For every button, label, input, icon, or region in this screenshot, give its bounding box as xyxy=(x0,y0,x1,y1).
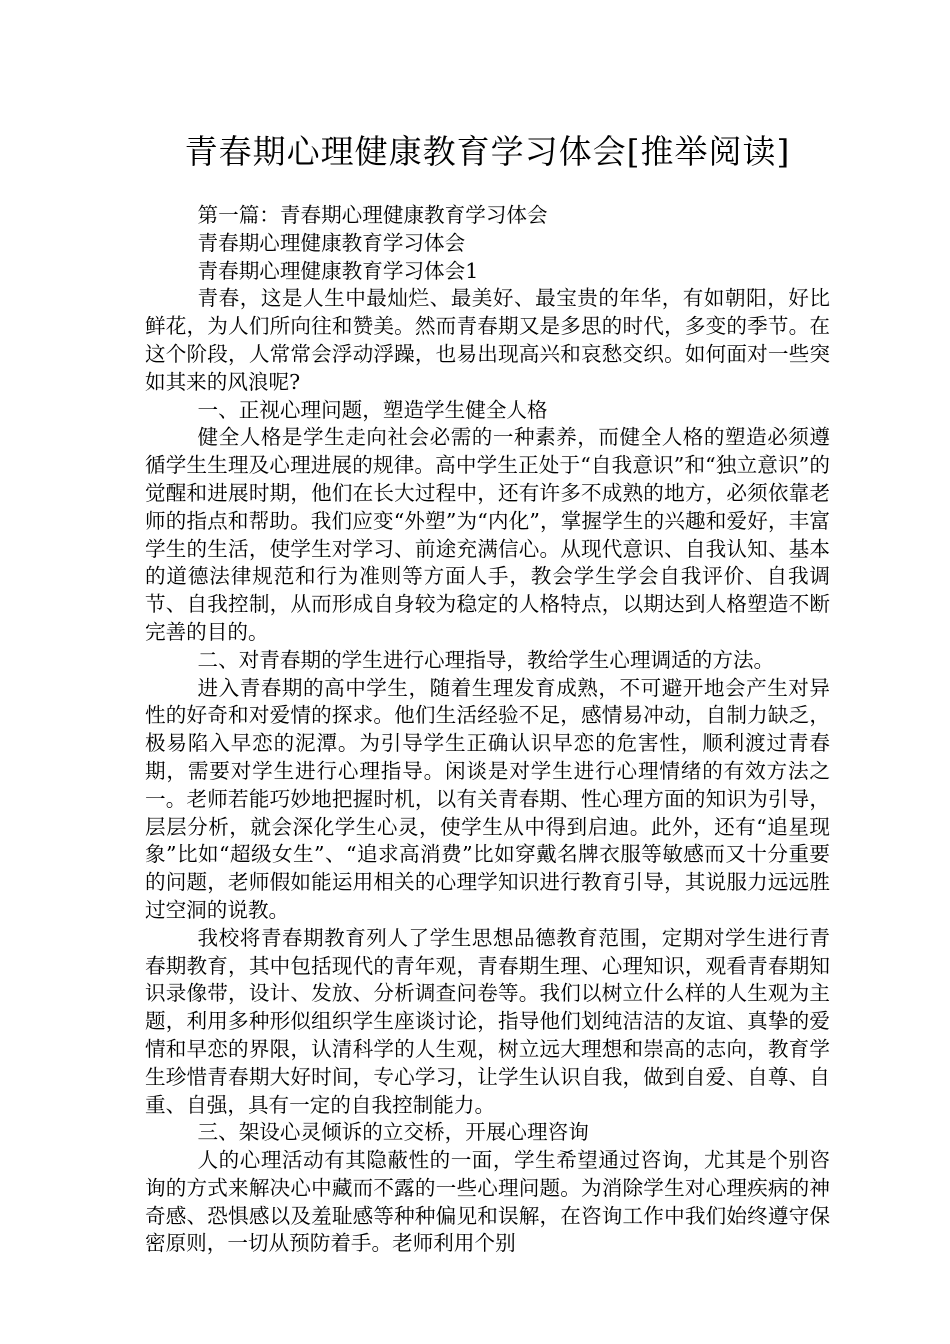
document-body xyxy=(145,202,830,1258)
paragraph-subtitle-numbered: 青春期心理健康教育学习体会1 xyxy=(197,258,479,283)
section-heading-3: 三、架设心灵倾诉的立交桥，开展心理咨询 xyxy=(197,1120,589,1145)
paragraph-chapter-heading: 第一篇：青春期心理健康教育学习体会 xyxy=(197,203,548,227)
document-title: 青春期心理健康教育学习体会[推举阅读] xyxy=(184,132,791,171)
paragraph-section-3: 人的心理活动有其隐蔽性的一面，学生希望通过咨询，尤其是个别咨询的方式来解决心中藏而不露的一些心理问题。为消除学生对心理疾病的神奇感、恐惧感以及羞耻感等种种偏见和误解，在咨询工作中我们始终遵守保密原则，一切从预防着手。老师利用个别 xyxy=(145,1148,830,1256)
paragraph-section-2b: 我校将青春期教育列人了学生思想品德教育范围，定期对学生进行青春期教育，其中包括现代的青年观，青春期生理、心理知识，观看青春期知识录像带，设计、发放、分析调查问卷等。我们以树立什么样的人生观为主题，利用多种形似组织学生座谈讨论，指导他们划纯洁洁的友谊、真挚的爱情和早恋的界限，认清科学的人生观，树立远大理想和崇高的志向，教育学生珍惜青春期大好时间，专心学习，让学生认识自我，做到自爱、自尊、自重、自强，具有一定的自我控制能力。 xyxy=(145,925,830,1117)
section-heading-2: 二、对青春期的学生进行心理指导，教给学生心理调适的方法。 xyxy=(197,647,775,672)
section-heading-1: 一、正视心理问题，塑造学生健全人格 xyxy=(197,397,548,422)
paragraph-subtitle: 青春期心理健康教育学习体会 xyxy=(197,230,466,255)
paragraph-section-2: 进入青春期的高中学生，随着生理发育成熟，不可避开地会产生对异性的好奇和对爱情的探求。他们生活经验不足，感情易冲动，自制力缺乏，极易陷入早恋的泥潭。为引导学生正确认识早恋的危害性，顺利渡过青春期，需要对学生进行心理指导。闲谈是对学生进行心理情绪的有效方法之一。老师若能巧妙地把握时机，以有关青春期、性心理方面的知识为引导，层层分析，就会深化学生心灵，使学生从中得到启迪。此外，还有“追星现象”比如“超级女生”、“追求高消费”比如穿戴名牌衣服等敏感而又十分重要的问题，老师假如能运用相关的心理学知识进行教育引导，其说服力远远胜过空洞的说教。 xyxy=(145,675,830,922)
paragraph-intro: 青春，这是人生中最灿烂、最美好、最宝贵的年华，有如朝阳，好比鲜花，为人们所向往和赞美。然而青春期又是多思的时代，多变的季节。在这个阶段，人常常会浮动浮躁，也易出现高兴和哀愁交织。如何面对一些突如其来的风浪呢? xyxy=(145,286,830,394)
paragraph-section-1: 健全人格是学生走向社会必需的一种素养，而健全人格的塑造必须遵循学生生理及心理进展的规律。高中学生正处于“自我意识”和“独立意识”的觉醒和进展时期，他们在长大过程中，还有许多不成熟的地方，必须依靠老师的指点和帮助。我们应变“外塑”为“内化”，掌握学生的兴趣和爱好，丰富学生的生活，使学生对学习、前途充满信心。从现代意识、自我认知、基本的道德法律规范和行为准则等方面人手，教会学生学会自我评价、自我调节、自我控制，从而形成自身较为稳定的人格特点，以期达到人格塑造不断完善的目的。 xyxy=(145,425,830,644)
